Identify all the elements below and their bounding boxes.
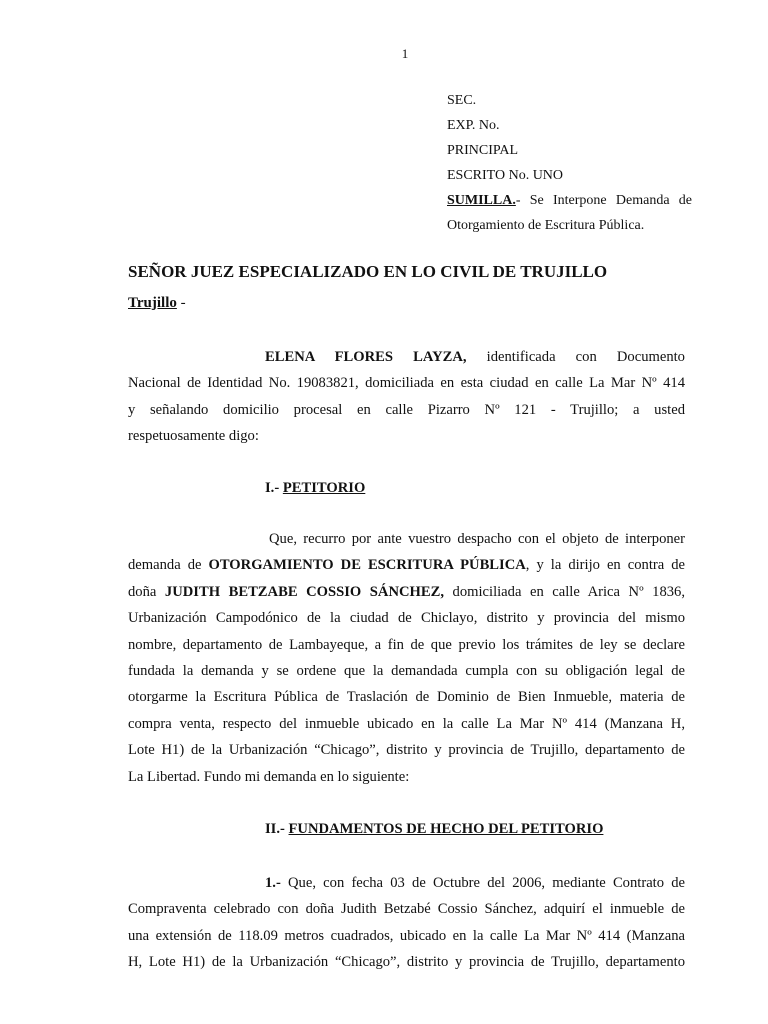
city-suffix: - (176, 295, 186, 311)
intro-line-2: Nacional de Identidad No. 19083821, domiciliada en esta ciudad en calle La Mar Nº 414 (128, 375, 685, 392)
sumilla-text-1: - Se Interpone Demanda de (515, 193, 692, 208)
escrito-label: ESCRITO No. UNO (447, 168, 564, 183)
fundamento-1-number: 1.- (265, 875, 281, 891)
petitorio-line-8: compra venta, respecto del inmueble ubicado en la calle La Mar Nº 414 (Manzana H, (128, 715, 685, 732)
petitorio-line-5: nombre, departamento de Lambayeque, a fin de que previo los trámites de ley se declare (128, 636, 685, 653)
petitorio-paragraph (128, 526, 685, 790)
section-1-title: PETITORIO (282, 480, 366, 496)
petitorio-line-6: fundada la demanda y se ordene que la demandada cumpla con su obligación legal de (128, 662, 685, 679)
sumilla-line-1 (447, 188, 692, 213)
intro-paragraph (128, 344, 685, 450)
page-number: 1 (401, 46, 409, 61)
principal-label: PRINCIPAL (447, 143, 519, 158)
intro-line-3: y señalando domicilio procesal en calle Pizarro Nº 121 - Trujillo; a usted (128, 401, 685, 418)
petitorio-line-10: La Libertad. Fundo mi demanda en lo siguiente: (128, 768, 410, 785)
petitorio-line-3: doña JUDITH BETZABE COSSIO SÁNCHEZ, domiciliada en calle Arica Nº 1836, (128, 583, 685, 600)
sumilla-text-2: Otorgamiento de Escritura Pública. (447, 218, 645, 233)
plaintiff-name: ELENA FLORES LAYZA, (265, 349, 467, 365)
case-header (447, 88, 692, 238)
petitorio-line-1: Que, recurro por ante vuestro despacho con el objeto de interponer (269, 531, 685, 547)
intro-line-4: respetuosamente digo: (128, 428, 259, 445)
sec-label: SEC. (447, 93, 477, 108)
city-name: Trujillo (128, 295, 177, 311)
defendant-name: JUDITH BETZABE COSSIO SÁNCHEZ, (164, 583, 444, 600)
section-2-heading: II.- FUNDAMENTOS DE HECHO DEL PETITORIO (265, 821, 604, 837)
exp-label: EXP. No. (447, 118, 500, 133)
fundamento-1-line-1: 1.- Que, con fecha 03 de Octubre del 2006, mediante Contrato de (265, 875, 685, 891)
petitorio-line-7: otorgarme la Escritura Pública de Traslación de Dominio de Bien Inmueble, materia de (128, 689, 685, 706)
section-1-heading: I.- PETITORIO (265, 480, 366, 496)
demand-type: OTORGAMIENTO DE ESCRITURA PÚBLICA (208, 557, 526, 574)
intro-line-1: ELENA FLORES LAYZA, identificada con Documento (265, 349, 685, 365)
section-2-title: FUNDAMENTOS DE HECHO DEL PETITORIO (288, 821, 604, 837)
city-line (128, 295, 186, 312)
court-title: SEÑOR JUEZ ESPECIALIZADO EN LO CIVIL DE TRUJILLO (128, 262, 608, 281)
fundamento-1-paragraph (128, 870, 685, 976)
sumilla-label: SUMILLA. (447, 193, 516, 208)
petitorio-line-4: Urbanización Campodónico de la ciudad de Chiclayo, distrito y provincia del mismo (128, 610, 685, 627)
fundamento-1-line-3: una extensión de 118.09 metros cuadrados, ubicado en la calle La Mar Nº 414 (Manzana (128, 927, 685, 944)
fundamento-1-line-4: H, Lote H1) de la Urbanización “Chicago”, distrito y provincia de Trujillo, departamento (128, 954, 685, 971)
petitorio-line-9: Lote H1) de la Urbanización “Chicago”, distrito y provincia de Trujillo, departamento de (128, 742, 685, 759)
fundamento-1-line-2: Compraventa celebrado con doña Judith Betzabé Cossio Sánchez, adquirí el inmueble de (128, 901, 685, 918)
petitorio-line-2: demanda de OTORGAMIENTO DE ESCRITURA PÚBLICA, y la dirijo en contra de (128, 557, 685, 574)
